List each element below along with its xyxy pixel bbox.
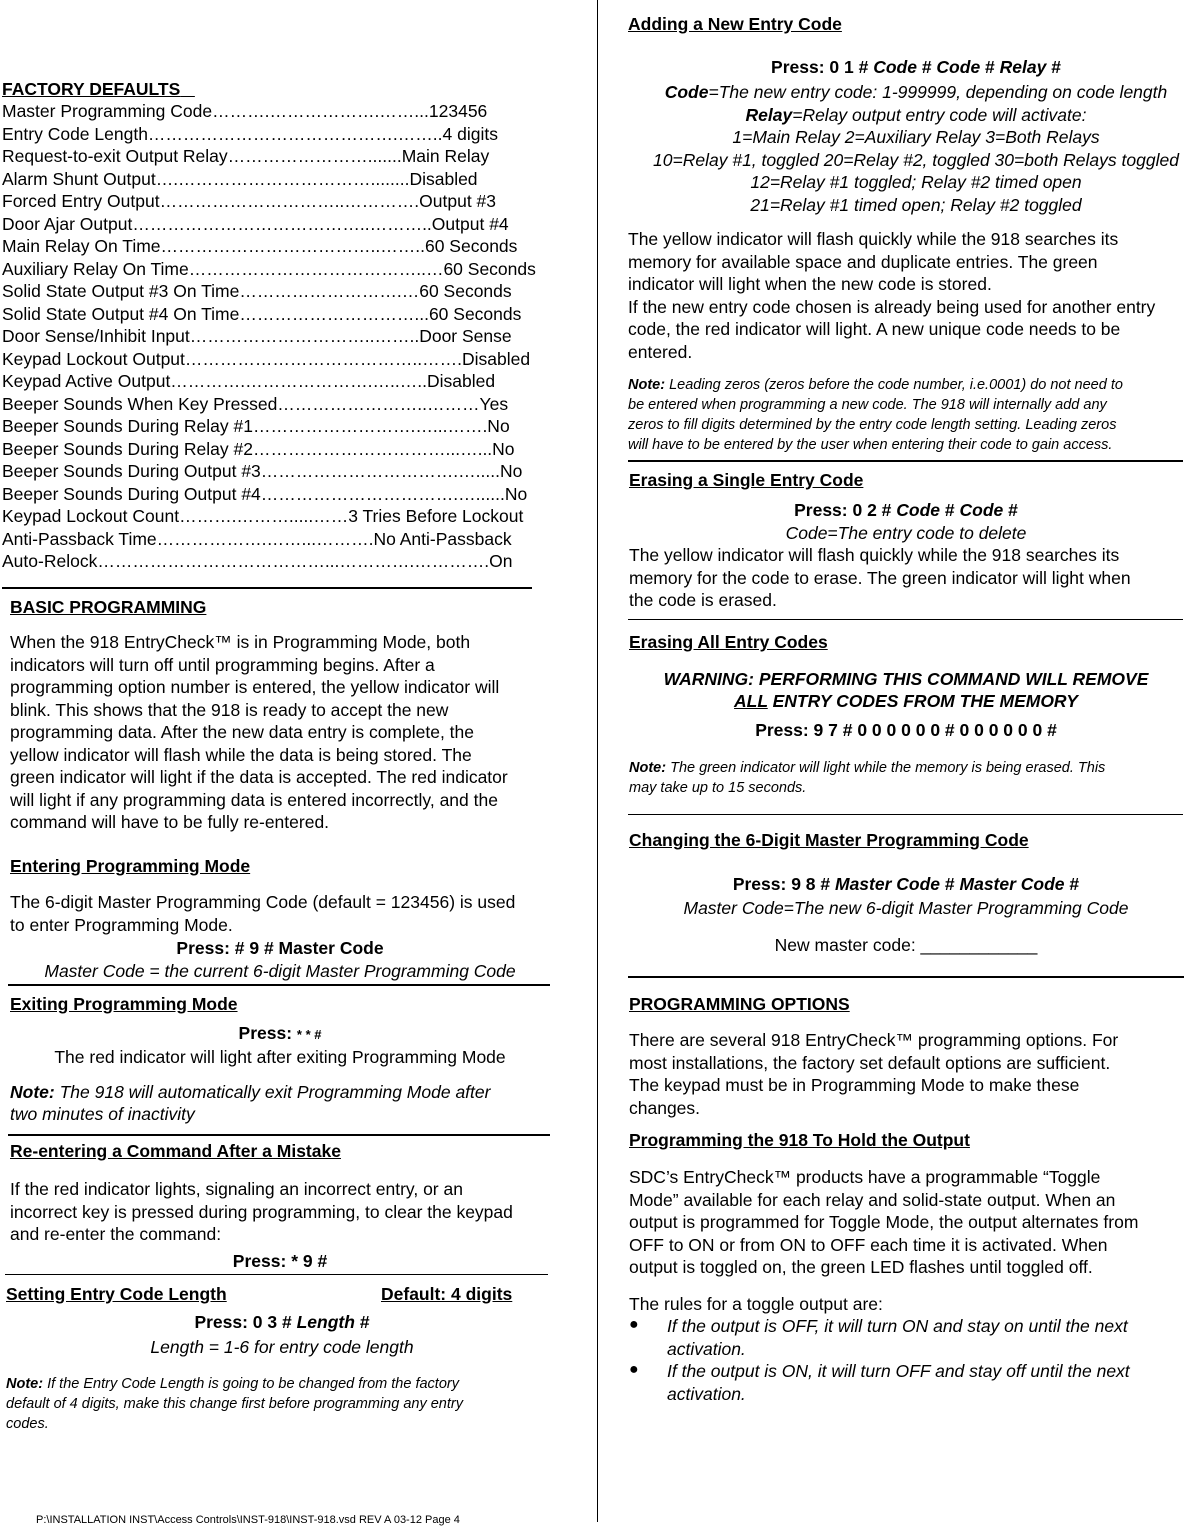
- text-line: memory for the code to erase. The green indicator will light when: [629, 567, 1131, 588]
- text-line: The yellow indicator will flash quickly while the 918 searches its: [629, 545, 1120, 565]
- default-item: Auto-Relock…………………………………...………….………….On: [2, 551, 513, 571]
- entering-mode-title: Entering Programming Mode: [10, 856, 251, 876]
- master-code-press: [616, 873, 1196, 896]
- adding-entry-desc: [616, 81, 1204, 216]
- relay-desc-text: =Relay output entry code will activate:: [792, 104, 1087, 125]
- text-line: green indicator will light if the data is accepted. The red indicator: [10, 767, 508, 787]
- note-text: The 918 will automatically exit Programming Mode after: [54, 1082, 491, 1102]
- default-item: Request-to-exit Output Relay…………………….......Main Relay: [2, 146, 490, 166]
- divider: [8, 1134, 550, 1136]
- press-label: Press: 0 1 #: [771, 57, 869, 77]
- rules-intro: The rules for a toggle output are:: [629, 1294, 883, 1314]
- text-line: programming option number is entered, the yellow indicator will: [10, 677, 500, 697]
- press-hash: #: [1008, 500, 1018, 520]
- divider: [628, 814, 1183, 815]
- hold-output-title: Programming the 918 To Hold the Output: [629, 1130, 970, 1150]
- entering-mode-text: [10, 891, 515, 936]
- erase-single-press: [616, 499, 1196, 522]
- text-line: output is toggled on, the green LED flashes until toggled off.: [629, 1257, 1093, 1277]
- text-line: and re-enter the command:: [10, 1224, 222, 1244]
- press-relay: Relay: [999, 57, 1047, 77]
- adding-entry-title: Adding a New Entry Code: [628, 14, 842, 34]
- press-param: Length: [296, 1312, 355, 1332]
- divider: [8, 984, 550, 986]
- press-keys: * 9 #: [291, 1251, 328, 1271]
- note-line: zeros to fill digits determined by the entry code length setting. Leading zeros: [628, 417, 1117, 433]
- note-label: Note:: [628, 377, 666, 393]
- default-item: Door Ajar Output…………………………………..………..Output #4: [2, 213, 509, 234]
- basic-programming-title: BASIC PROGRAMMING: [10, 597, 207, 617]
- entering-mode-note: Master Code = the current 6-digit Master Programming Code: [44, 961, 516, 981]
- erase-all-warning-cont: [616, 690, 1196, 713]
- default-item: Entry Code Length…………………………………….……..4 digits: [2, 123, 498, 144]
- text-line: If the new entry code chosen is already being used for another entry: [628, 296, 1156, 317]
- default-item: Forced Entry Output…………………………..………….Output #3: [2, 191, 497, 211]
- text-line: When the 918 EntryCheck™ is in Programming Mode, both: [10, 632, 471, 652]
- default-item: Main Relay On Time………………………………..……..60 Seconds: [2, 236, 518, 256]
- master-code-new: New master code: ____________: [774, 935, 1038, 955]
- relay-desc: [616, 104, 1204, 127]
- note-text: If the Entry Code Length is going to be changed from the factory: [43, 1376, 459, 1392]
- basic-programming-text: [10, 631, 508, 834]
- note-line: [628, 375, 1123, 395]
- default-item: Solid State Output #4 On Time…………………………...60 Seconds: [2, 303, 522, 324]
- programming-options-title: PROGRAMMING OPTIONS: [629, 994, 850, 1014]
- press-code: Code: [896, 500, 941, 520]
- toggle-rule: [667, 1315, 1128, 1360]
- note-text: The green indicator will light while the memory is being erased. This: [666, 760, 1106, 776]
- relay-label: Relay: [745, 104, 793, 125]
- press-hash: #: [985, 57, 995, 77]
- relay-option: 12=Relay #1 toggled; Relay #2 timed open: [750, 172, 1082, 192]
- note-label: Note:: [6, 1376, 44, 1392]
- press-keys: * * #: [296, 1027, 322, 1042]
- divider: [628, 460, 1183, 462]
- erase-all-note: [629, 758, 1105, 798]
- text-line: to enter Programming Mode.: [10, 914, 233, 935]
- code-desc-text: =The new entry code: 1-999999, depending on code length: [708, 82, 1168, 102]
- text-line: output is programmed for Toggle Mode, the output alternates from: [629, 1212, 1139, 1232]
- press-code: Code: [936, 57, 981, 77]
- exiting-mode-note: [10, 1081, 490, 1104]
- entry-code-length-title: Setting Entry Code Length: [6, 1284, 227, 1304]
- default-item: Anti-Passback Time……………….……...……….No Anti-Passback: [2, 528, 512, 549]
- press-label: Press: 0 2 #: [794, 500, 892, 520]
- text-line: command will have to be fully re-entered.: [10, 812, 330, 832]
- factory-defaults-title: FACTORY DEFAULTS: [2, 79, 181, 99]
- text-line: OFF to ON or from ON to OFF each time it is activated. When: [629, 1234, 1108, 1255]
- erase-all-warning: WARNING: PERFORMING THIS COMMAND WILL REMOVE: [663, 669, 1149, 689]
- adding-entry-text: [628, 228, 1155, 363]
- erase-single-title: Erasing a Single Entry Code: [629, 470, 864, 490]
- programming-options-text: [629, 1029, 1118, 1119]
- divider: [628, 619, 1183, 620]
- exiting-mode-title: Exiting Programming Mode: [10, 994, 238, 1014]
- erase-all-title: Erasing All Entry Codes: [629, 632, 828, 652]
- relay-option: 21=Relay #1 timed open; Relay #2 toggled: [750, 194, 1082, 215]
- press-end: #: [359, 1312, 370, 1332]
- default-item: Beeper Sounds During Output #4…………………………….…......No: [2, 483, 528, 504]
- rule-line: If the output is ON, it will turn OFF and stay off until the next: [667, 1361, 1130, 1381]
- default-item: Keypad Lockout Count……….……….....……3 Tries Before Lockout: [2, 506, 524, 526]
- exiting-mode-note-cont: two minutes of inactivity: [10, 1104, 195, 1124]
- text-line: yellow indicator will flash while the data is being stored. The: [10, 744, 472, 765]
- note-line: default of 4 digits, make this change first before programming any entry: [6, 1396, 463, 1412]
- note-line: may take up to 15 seconds.: [629, 780, 807, 796]
- factory-defaults-list: [2, 100, 536, 573]
- text-line: will light if any programming data is entered incorrectly, and the: [10, 789, 498, 810]
- text-line: Mode” available for each relay and solid-state output. When an: [629, 1189, 1116, 1210]
- text-line: indicators will turn off until programming begins. After a: [10, 654, 435, 675]
- text-line: code, the red indicator will light. A new unique code needs to be: [628, 319, 1121, 339]
- text-line: If the red indicator lights, signaling an incorrect entry, or an: [10, 1179, 463, 1199]
- text-line: There are several 918 EntryCheck™ programming options. For: [629, 1030, 1119, 1050]
- relay-option: 1=Main Relay 2=Auxiliary Relay 3=Both Relays: [732, 127, 1100, 147]
- text-line: memory for available space and duplicate entries. The green: [628, 251, 1098, 272]
- default-item: Beeper Sounds During Output #3…………………………….….....No: [2, 461, 523, 481]
- text-line: incorrect key is pressed during programming, to clear the keypad: [10, 1201, 513, 1222]
- adding-entry-note: [628, 375, 1123, 455]
- press-master-code: Master Code: [835, 874, 941, 894]
- text-line: blink. This shows that the 918 is ready to accept the new: [10, 699, 449, 720]
- divider: [2, 587, 532, 589]
- press-label: Press:: [238, 1023, 293, 1043]
- exiting-mode-text: The red indicator will light after exiting Programming Mode: [54, 1047, 506, 1067]
- note-text: Leading zeros (zeros before the code number, i.e.0001) do not need to: [665, 377, 1123, 393]
- press-hash: #: [921, 57, 932, 77]
- master-code-desc: Master Code=The new 6-digit Master Programming Code: [683, 898, 1129, 918]
- note-line: will have to be entered by the user when entering their code to gain access.: [628, 437, 1113, 453]
- default-item: Alarm Shunt Output….……………………………........Disabled: [2, 168, 478, 189]
- text-line: The 6-digit Master Programming Code (default = 123456) is used: [10, 892, 516, 912]
- entry-code-length-press: [6, 1311, 558, 1334]
- bullet-icon: ●: [629, 1361, 639, 1378]
- reentering-text: [10, 1178, 513, 1246]
- hold-output-text: [629, 1166, 1138, 1279]
- footer-path: P:\INSTALLATION INST\Access Controls\INST-918\INST-918.vsd REV A 03-12 Page 4: [36, 1514, 460, 1526]
- text-line: the code is erased.: [629, 590, 777, 610]
- master-code-title: Changing the 6-Digit Master Programming Code: [629, 830, 1029, 850]
- divider: [628, 976, 1184, 978]
- press-hash: #: [1069, 874, 1080, 894]
- default-item: Keypad Active Output………….………………….…..…..Disabled: [2, 371, 496, 391]
- column-divider: [597, 0, 598, 1522]
- rule-line: If the output is OFF, it will turn ON and stay on until the next: [667, 1316, 1128, 1336]
- press-hash: #: [944, 874, 955, 894]
- press-master-code: Master Code: [959, 874, 1065, 894]
- rule-line: activation.: [667, 1338, 746, 1359]
- default-item: Beeper Sounds During Relay #1……………………….…...…….No: [2, 416, 510, 436]
- text-line: entered.: [628, 341, 693, 362]
- press-code: Code: [873, 57, 917, 77]
- code-label: Code: [664, 82, 709, 102]
- default-item: Beeper Sounds During Relay #2……………………………...…...No: [2, 438, 515, 459]
- note-line: be entered when programming a new code. The 918 will internally add any: [628, 397, 1107, 413]
- press-hash: #: [944, 500, 955, 520]
- warning-underlined: ALL: [734, 691, 768, 711]
- entry-code-length-default: Default: 4 digits: [381, 1284, 513, 1304]
- entry-code-length-note: [6, 1374, 463, 1434]
- entering-mode-press: Press: # 9 # Master Code: [176, 938, 384, 958]
- default-item: Master Programming Code……….……………….……...123456: [2, 101, 488, 121]
- toggle-rule: [667, 1360, 1130, 1405]
- warning-text: ENTRY CODES FROM THE MEMORY: [767, 691, 1078, 711]
- entry-code-length-desc: Length = 1-6 for entry code length: [150, 1337, 414, 1357]
- text-line: The yellow indicator will flash quickly while the 918 searches its: [628, 229, 1119, 249]
- erase-single-desc: Code=The entry code to delete: [785, 523, 1027, 543]
- press-label: Press: 9 8 #: [732, 874, 831, 894]
- text-line: programming data. After the new data entry is complete, the: [10, 722, 474, 742]
- text-line: SDC’s EntryCheck™ products have a programmable “Toggle: [629, 1167, 1101, 1187]
- note-line: codes.: [6, 1416, 49, 1432]
- reentering-title: Re-entering a Command After a Mistake: [10, 1141, 341, 1161]
- note-line: [6, 1374, 463, 1394]
- text-line: The keypad must be in Programming Mode to make these: [629, 1075, 1080, 1095]
- default-item: Solid State Output #3 On Time……………………….…60 Seconds: [2, 281, 512, 301]
- note-label: Note:: [629, 760, 667, 776]
- reentering-press: [10, 1250, 550, 1273]
- divider: [5, 1274, 548, 1275]
- rule-line: activation.: [667, 1383, 746, 1404]
- press-label: Press: 0 3 #: [194, 1312, 292, 1332]
- press-label: Press:: [232, 1251, 287, 1271]
- erase-all-press: Press: 9 7 # 0 0 0 0 0 0 # 0 0 0 0 0 0 #: [755, 720, 1057, 740]
- text-line: changes.: [629, 1097, 701, 1118]
- adding-entry-press: [616, 56, 1204, 79]
- text-line: indicator will light when the new code is stored.: [628, 274, 992, 294]
- default-item: Door Sense/Inhibit Input…………………………..……..Door Sense: [2, 326, 512, 346]
- default-item: Beeper Sounds When Key Pressed……………………..………Yes: [2, 393, 509, 414]
- erase-single-text: [629, 544, 1131, 612]
- relay-option: 10=Relay #1, toggled 20=Relay #2, toggled 30=both Relays toggled: [653, 149, 1179, 170]
- press-hash: #: [1051, 57, 1061, 77]
- text-line: most installations, the factory set default options are sufficient.: [629, 1052, 1111, 1073]
- note-line: [629, 758, 1105, 778]
- exiting-mode-press: [10, 1022, 550, 1047]
- bullet-icon: ●: [629, 1316, 639, 1333]
- default-item: Keypad Lockout Output…………………………………..…….Disabled: [2, 348, 531, 369]
- note-label: Note:: [10, 1082, 55, 1102]
- default-item: Auxiliary Relay On Time…………………………………..…60 Seconds: [2, 258, 536, 279]
- press-code: Code: [959, 500, 1004, 520]
- code-desc: [616, 81, 1204, 104]
